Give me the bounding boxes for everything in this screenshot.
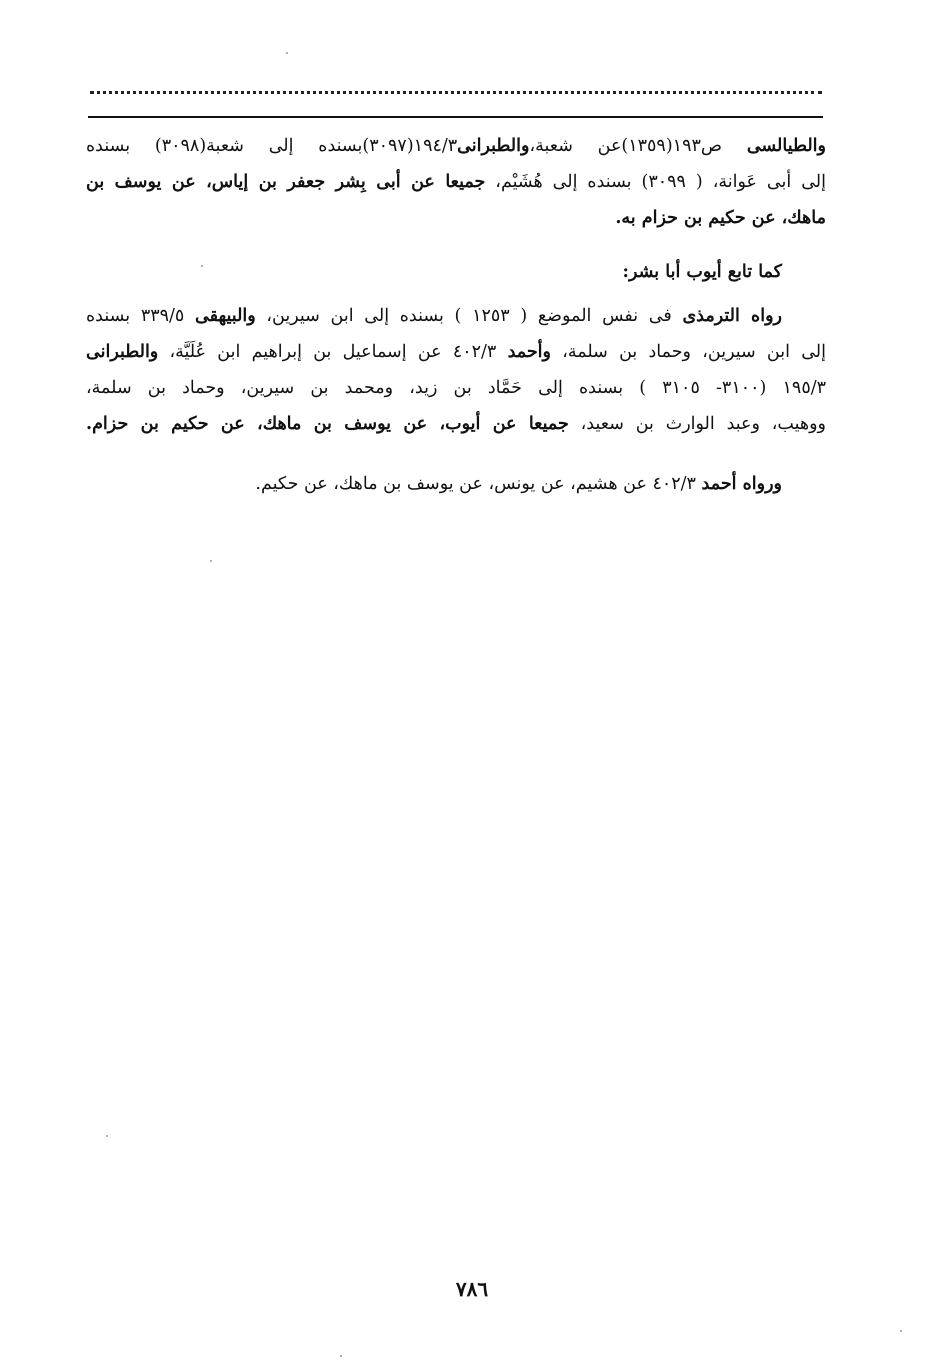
paragraph-takhrij-1 <box>86 128 826 236</box>
bold-text-run: وأحمد <box>507 342 551 362</box>
scan-speck <box>106 1135 108 1137</box>
text-run: ١٩٤/٣(٣٠٩٧)بسنده إلى شعبة(٣٠٩٨) بسنده <box>86 136 458 156</box>
paragraph-takhrij-2 <box>86 298 826 442</box>
paragraph-takhrij-3 <box>86 466 826 502</box>
scan-speck <box>201 265 203 267</box>
scan-speck <box>286 52 288 54</box>
text-line <box>86 406 826 442</box>
scan-speck <box>900 1330 902 1332</box>
scan-speck <box>340 1355 342 1357</box>
text-line <box>86 254 826 290</box>
text-run: إلى أبى عَوانة، ( ٣٠٩٩) بسنده إلى هُشَيْم، <box>485 172 826 192</box>
footnote-rule <box>88 116 823 118</box>
text-line <box>86 334 826 370</box>
bold-text-run: والطبرانى <box>86 342 159 362</box>
text-run: ص١٩٣(١٣٥٩)عن شعبة، <box>529 136 747 156</box>
scan-speck <box>210 560 212 562</box>
bold-text-run: والطبرانى <box>457 136 530 156</box>
text-run: ٤٠٢/٣ عن هشيم، عن يونس، عن يوسف بن ماهك، عن حكيم. <box>255 474 702 494</box>
bold-text-run: جميعا عن أبى بِشر جعفر بن إياس، عن يوسف بن <box>86 172 486 192</box>
text-run: ١٩٥/٣ (٣١٠٠- ٣١٠٥ ) بسنده إلى حَمَّاد بن زيد، ومحمد بن سيرين، وحماد بن سلمة، <box>86 378 826 398</box>
page-number: ٧٨٦ <box>455 1277 489 1301</box>
bold-text-run: والبيهقى <box>195 306 256 326</box>
text-run: إلى ابن سيرين، وحماد بن سلمة، <box>551 342 826 362</box>
bold-text-run: رواه الترمذى <box>682 306 782 326</box>
text-run: ٣٣٩/٥ بسنده <box>86 306 195 326</box>
text-run: ووهيب، وعبد الوارث بن سعيد، <box>568 414 826 434</box>
text-line <box>86 370 826 406</box>
bold-text-run: ورواه أحمد <box>701 474 782 494</box>
bold-text-run: جميعا عن أيوب، عن يوسف بن ماهك، عن حكيم بن حزام. <box>86 414 569 434</box>
paragraph-heading-mutaba <box>86 254 826 290</box>
text-line <box>86 200 826 236</box>
text-line <box>86 164 826 200</box>
text-run: ٤٠٢/٣ عن إسماعيل بن إبراهيم ابن عُلَيَّة، <box>158 342 508 362</box>
bold-text-run: والطيالسى <box>746 136 826 156</box>
text-run: فى نفس الموضع ( ١٢٥٣ ) بسنده إلى ابن سيرين، <box>255 306 683 326</box>
text-line <box>86 466 826 502</box>
text-line <box>86 128 826 164</box>
bold-text-run: كما تابع أيوب أبا بشر: <box>622 262 782 282</box>
dotted-separator <box>90 91 822 94</box>
text-line <box>86 298 826 334</box>
bold-text-run: ماهك، عن حكيم بن حزام به. <box>615 208 826 228</box>
